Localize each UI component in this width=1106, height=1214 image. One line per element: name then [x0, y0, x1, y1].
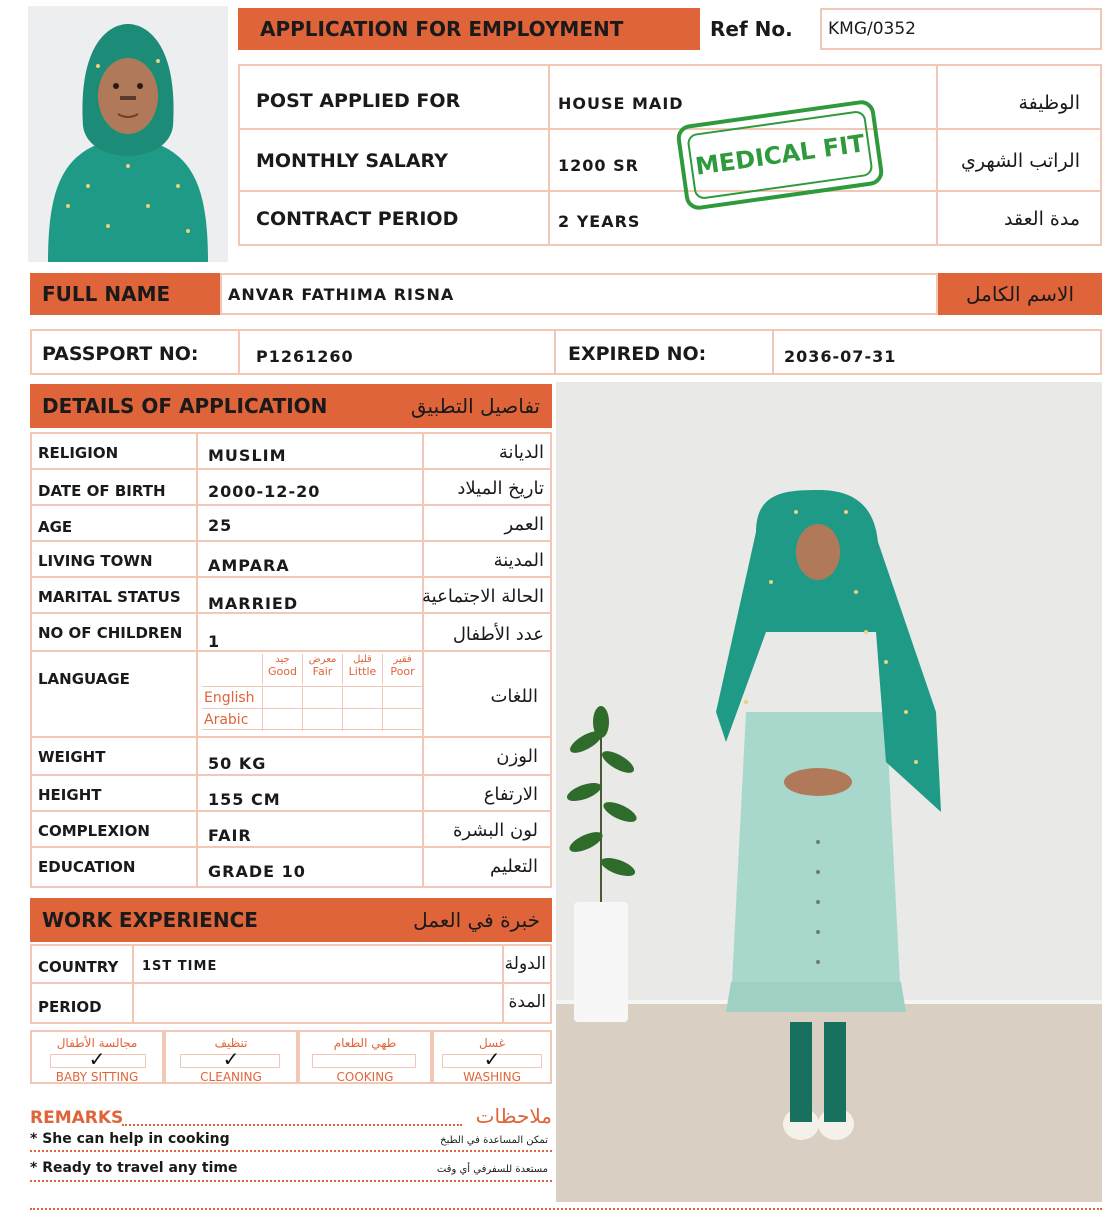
detail-row: [32, 578, 550, 614]
work-table: [30, 944, 552, 1024]
skill-en: CLEANING: [200, 1070, 262, 1084]
level-ar: قليل: [353, 654, 372, 665]
detail-arabic: التعليم: [490, 856, 538, 877]
detail-value: 50 KG: [208, 754, 267, 773]
ref-value-box: [820, 8, 1102, 50]
post-table: [238, 64, 1102, 246]
full-body-illustration: [556, 382, 1102, 1202]
skill-ar: تنظيف: [214, 1036, 248, 1050]
work-heading-arabic: خبرة في العمل: [413, 908, 540, 932]
skill-baby-sitting: [30, 1030, 164, 1084]
detail-row: [32, 434, 550, 470]
skill-en: COOKING: [336, 1070, 394, 1084]
detail-row: [32, 470, 550, 506]
language-row: [202, 708, 422, 730]
detail-row: [32, 738, 550, 776]
application-title: APPLICATION FOR EMPLOYMENT: [260, 17, 624, 41]
detail-row: [32, 776, 550, 812]
remark-line-arabic: تمكن المساعدة في الطبخ: [440, 1135, 548, 1146]
detail-label: LIVING TOWN: [38, 552, 153, 570]
detail-value: FAIR: [208, 826, 252, 845]
expiry-label: EXPIRED NO:: [568, 343, 707, 365]
post-arabic: الوظيفة: [1018, 92, 1080, 114]
level-en: Little: [348, 665, 377, 678]
detail-label: AGE: [38, 518, 73, 536]
portrait-illustration: [28, 6, 228, 262]
language-name: English: [204, 690, 255, 706]
remark-line: * She can help in cooking: [30, 1131, 230, 1147]
skill-cooking: [298, 1030, 432, 1084]
language-row: [202, 686, 422, 708]
contract-arabic: مدة العقد: [1004, 208, 1080, 230]
level-en: Poor: [390, 665, 415, 678]
details-heading: DETAILS OF APPLICATION: [42, 394, 328, 418]
full-name-value: ANVAR FATHIMA RISNA: [228, 284, 455, 304]
detail-arabic: عدد الأطفال: [452, 624, 544, 645]
level-ar: جيد: [275, 654, 290, 665]
detail-arabic: الارتفاع: [483, 784, 538, 805]
detail-label: EDUCATION: [38, 858, 136, 876]
detail-label: WEIGHT: [38, 748, 106, 766]
portrait-photo: [28, 6, 228, 262]
stamp-text: MEDICAL FIT: [693, 129, 867, 181]
detail-arabic: الحالة الاجتماعية: [422, 586, 544, 607]
ref-value: KMG/0352: [828, 19, 916, 39]
post-value: HOUSE MAID: [558, 94, 684, 113]
detail-arabic: تاريخ الميلاد: [457, 478, 544, 499]
skill-ar: غسل: [478, 1036, 506, 1050]
detail-row: [32, 848, 550, 886]
post-row: [256, 90, 460, 112]
level-ar: معرض: [308, 654, 337, 665]
detail-arabic: الديانة: [498, 442, 544, 463]
full-name-value-box: [220, 273, 938, 315]
detail-arabic: لون البشرة: [452, 820, 538, 841]
ref-label-box: [700, 8, 820, 50]
skill-ar: طهي الطعام: [333, 1036, 397, 1050]
country-label: COUNTRY: [38, 958, 119, 976]
detail-row: [32, 812, 550, 848]
contract-value: 2 YEARS: [558, 212, 641, 231]
detail-label: HEIGHT: [38, 786, 102, 804]
post-label: POST APPLIED FOR: [256, 90, 461, 112]
detail-arabic: اللغات: [490, 686, 538, 707]
salary-row: [256, 150, 448, 172]
full-name-label: FULL NAME: [42, 282, 171, 306]
detail-value: 1: [208, 632, 221, 651]
detail-label: RELIGION: [38, 444, 119, 462]
detail-label: DATE OF BIRTH: [38, 482, 166, 500]
salary-label: MONTHLY SALARY: [256, 150, 448, 172]
full-body-photo: [556, 382, 1102, 1202]
level-header: [382, 654, 422, 684]
detail-value: AMPARA: [208, 556, 290, 575]
details-table: [30, 432, 552, 888]
skill-cleaning: [164, 1030, 298, 1084]
detail-value: 155 CM: [208, 790, 281, 809]
detail-arabic: المدينة: [493, 550, 544, 571]
passport-label: PASSPORT NO:: [42, 343, 199, 365]
passport-row: [30, 329, 1102, 375]
country-arabic: الدولة: [504, 954, 546, 974]
language-name: Arabic: [204, 712, 249, 728]
checkmark-icon: ✓: [222, 1049, 240, 1071]
remarks-label: REMARKS: [30, 1108, 124, 1128]
full-name-arabic: الاسم الكامل: [965, 282, 1075, 306]
full-name-label-box: [30, 273, 220, 315]
work-heading: WORK EXPERIENCE: [42, 908, 258, 932]
remarks-arabic-label: ملاحظات: [475, 1104, 552, 1128]
detail-arabic: العمر: [504, 514, 544, 535]
application-title-bar: [238, 8, 700, 50]
details-heading-arabic: تفاصيل التطبيق: [410, 394, 540, 418]
checkmark-icon: ✓: [88, 1049, 106, 1071]
level-ar: فقير: [393, 654, 412, 665]
detail-label: NO OF CHILDREN: [38, 624, 183, 642]
detail-label: LANGUAGE: [38, 670, 130, 688]
detail-row: [32, 506, 550, 542]
language-grid: [198, 652, 422, 736]
level-en: Good: [268, 665, 297, 678]
expiry-value: 2036-07-31: [784, 347, 897, 366]
work-heading-bar: [30, 898, 552, 942]
detail-arabic: الوزن: [496, 746, 538, 767]
skill-ar: مجالسة الأطفال: [56, 1036, 138, 1050]
skill-washing: [432, 1030, 552, 1084]
level-header: [262, 654, 302, 684]
bottom-dotted-line: [30, 1208, 1102, 1210]
skill-en: WASHING: [463, 1070, 521, 1084]
detail-row: [32, 542, 550, 578]
level-header: [302, 654, 342, 684]
contract-label: CONTRACT PERIOD: [256, 208, 459, 230]
detail-value: GRADE 10: [208, 862, 306, 881]
ref-label: Ref No.: [710, 17, 793, 41]
remarks-section: [30, 1104, 552, 1188]
checkmark-icon: ✓: [483, 1049, 501, 1071]
full-name-arabic-box: [938, 273, 1102, 315]
passport-value: P1261260: [256, 347, 354, 366]
country-value: 1ST TIME: [142, 959, 218, 974]
detail-label: MARITAL STATUS: [38, 588, 181, 606]
detail-row-language: [32, 652, 550, 738]
salary-arabic: الراتب الشهري: [961, 150, 1080, 172]
detail-value: MUSLIM: [208, 446, 287, 465]
detail-row: [32, 614, 550, 652]
level-header: [342, 654, 382, 684]
period-label: PERIOD: [38, 998, 102, 1016]
detail-label: COMPLEXION: [38, 822, 150, 840]
salary-value: 1200 SR: [558, 156, 639, 175]
detail-value: 25: [208, 516, 233, 535]
detail-value: MARRIED: [208, 594, 299, 613]
level-en: Fair: [312, 665, 333, 678]
details-heading-bar: [30, 384, 552, 428]
remark-line: * Ready to travel any time: [30, 1160, 238, 1176]
remark-line-arabic: مستعدة للسفرفي أي وقت: [436, 1164, 548, 1175]
detail-value: 2000-12-20: [208, 482, 321, 501]
contract-row: [256, 208, 458, 230]
period-arabic: المدة: [508, 992, 546, 1012]
skill-en: BABY SITTING: [55, 1070, 139, 1084]
